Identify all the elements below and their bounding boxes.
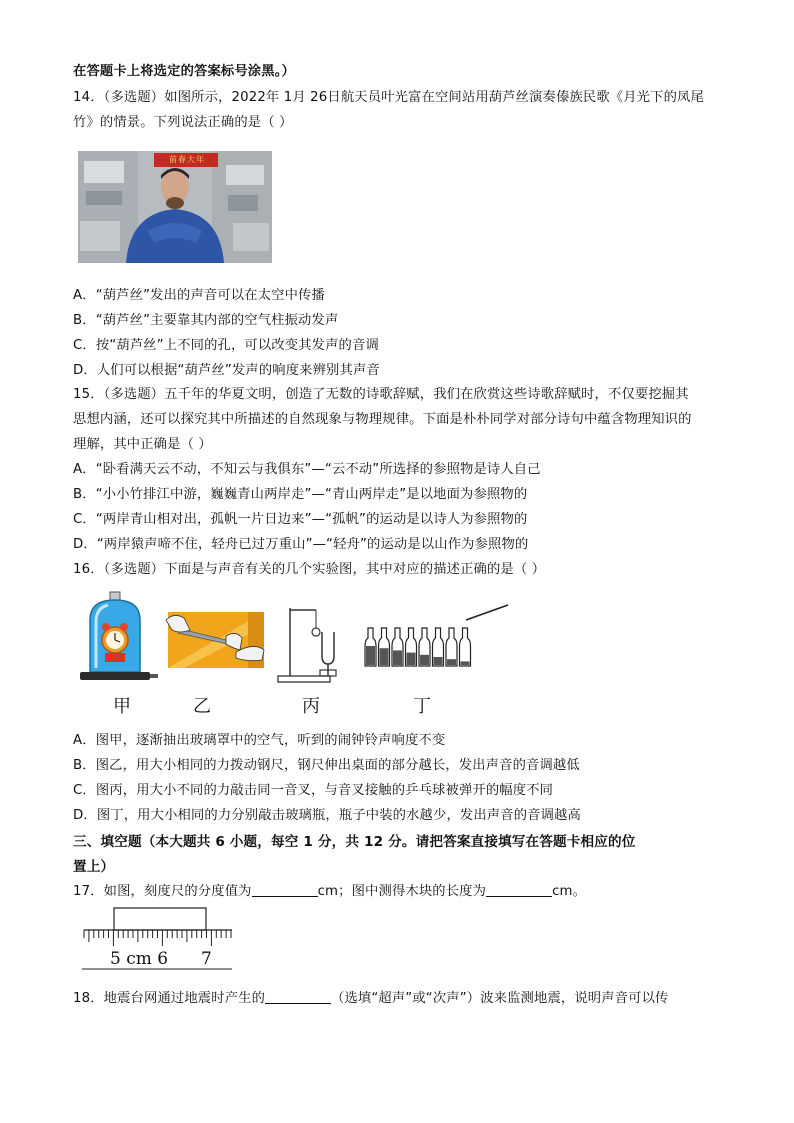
glass-bottle bbox=[406, 628, 417, 666]
astronaut-photo-art bbox=[78, 151, 272, 263]
q14-option-b: B．“葫芦丝”主要靠其内部的空气柱振动发声 bbox=[73, 313, 339, 328]
bell-jar-figure bbox=[80, 592, 158, 680]
q15-stem-line3: 理解，其中正确是（ ） bbox=[73, 437, 212, 452]
section3-heading-line2: 置上） bbox=[73, 859, 115, 875]
q15-option-c: C．“两岸青山相对出，孤帆一片日边来”—“孤帆”的运动是以诗人为参照物的 bbox=[73, 512, 528, 527]
ruler-label-5-6: 5 cm 6 bbox=[110, 949, 169, 969]
q14-stem-line2: 竹》的情景。下列说法正确的是（ ） bbox=[73, 115, 293, 130]
q15-stem-line1: 15．（多选题）五千年的华夏文明，创造了无数的诗歌辞赋，我们在欣赏这些诗歌辞赋时，不仅要挖掘其 bbox=[73, 387, 689, 402]
section3-heading-line1: 三、填空题（本大题共 6 小题，每空 1 分，共 12 分。请把答案直接填写在答题卡相应的位 bbox=[73, 834, 636, 850]
q14-stem-line1: 14．（多选题）如图所示，2022年 1月 26日航天员叶光富在空间站用葫芦丝演奏傣族民歌《月光下的凤尾 bbox=[73, 90, 704, 105]
figure-label-ding: 丁 bbox=[413, 696, 431, 717]
q16-option-a: A．图甲，逐渐抽出玻璃罩中的空气，听到的闹钟铃声响度不变 bbox=[73, 733, 446, 748]
steel-ruler-figure bbox=[166, 612, 264, 668]
instruction-tail: 在答题卡上将选定的答案标号涂黑。） bbox=[73, 64, 295, 79]
glass-bottle bbox=[379, 628, 390, 666]
glass-bottle bbox=[446, 628, 457, 666]
q16-option-c: C．图丙，用大小不同的力敲击同一音叉，与音叉接触的乒乓球被弹开的幅度不同 bbox=[73, 783, 554, 798]
q17-unit-1: cm；图中测得木块的长度为 bbox=[317, 884, 487, 899]
q14-option-a: A．“葫芦丝”发出的声音可以在太空中传播 bbox=[73, 288, 325, 303]
astronaut-photo bbox=[78, 151, 272, 263]
q15-stem-line2: 思想内涵，还可以探究其中所描述的自然现象与物理规律。下面是朴朴同学对部分诗句中蕴含物理知识的 bbox=[73, 412, 692, 427]
glass-bottle bbox=[419, 628, 430, 666]
q18-suffix: （选填“超声”或“次声”）波来监测地震，说明声音可以传 bbox=[331, 991, 669, 1006]
glass-bottle bbox=[365, 628, 376, 666]
q17-unit-2: cm。 bbox=[552, 884, 587, 899]
glass-bottles-figure bbox=[365, 628, 471, 666]
tuning-fork-figure bbox=[278, 608, 336, 682]
glass-bottle bbox=[392, 628, 403, 666]
glass-bottle bbox=[460, 628, 471, 666]
q15-option-a: A．“卧看满天云不动，不知云与我俱东”—“云不动”所选择的参照物是诗人自己 bbox=[73, 462, 541, 477]
figure-label-bing: 丙 bbox=[302, 696, 320, 717]
ruler-label-7: 7 bbox=[201, 949, 212, 969]
q14-option-c: C．按“葫芦丝”上不同的孔，可以改变其发声的音调 bbox=[73, 338, 379, 353]
striking-rod bbox=[466, 605, 508, 620]
q17-stem bbox=[73, 882, 725, 901]
q17-answer-blank-2[interactable] bbox=[486, 882, 552, 897]
q15-option-d: D．“两岸猿声啼不住，轻舟已过万重山”—“轻舟”的运动是以山作为参照物的 bbox=[73, 537, 529, 552]
q18-answer-blank[interactable] bbox=[265, 989, 331, 1004]
figure-label-jia: 甲 bbox=[113, 696, 131, 717]
q18-prefix: 18．地震台网通过地震时产生的 bbox=[73, 991, 266, 1006]
q17-answer-blank-1[interactable] bbox=[252, 882, 318, 897]
sound-experiment-figures bbox=[76, 590, 526, 690]
q16-stem: 16．（多选题）下面是与声音有关的几个实验图，其中对应的描述正确的是（ ） bbox=[73, 562, 546, 577]
q16-option-d: D．图丁，用大小相同的力分别敲击玻璃瓶，瓶子中装的水越少，发出声音的音调越高 bbox=[73, 808, 581, 823]
wooden-block bbox=[114, 908, 206, 930]
q14-option-d: D．人们可以根据“葫芦丝”发声的响度来辨别其声音 bbox=[73, 363, 380, 378]
q16-option-b: B．图乙，用大小相同的力拨动钢尺，钢尺伸出桌面的部分越长，发出声音的音调越低 bbox=[73, 758, 580, 773]
q17-prefix: 17．如图，刻度尺的分度值为 bbox=[73, 884, 252, 899]
glass-bottle bbox=[433, 628, 444, 666]
q18-stem bbox=[73, 989, 725, 1008]
q15-option-b: B．“小小竹排江中游，巍巍青山两岸走”—“青山两岸走”是以地面为参照物的 bbox=[73, 487, 528, 502]
ruler-ticks bbox=[84, 930, 231, 946]
chinese-new-year-banner: 前春大年 bbox=[169, 155, 205, 164]
figure-label-yi: 乙 bbox=[193, 696, 211, 717]
